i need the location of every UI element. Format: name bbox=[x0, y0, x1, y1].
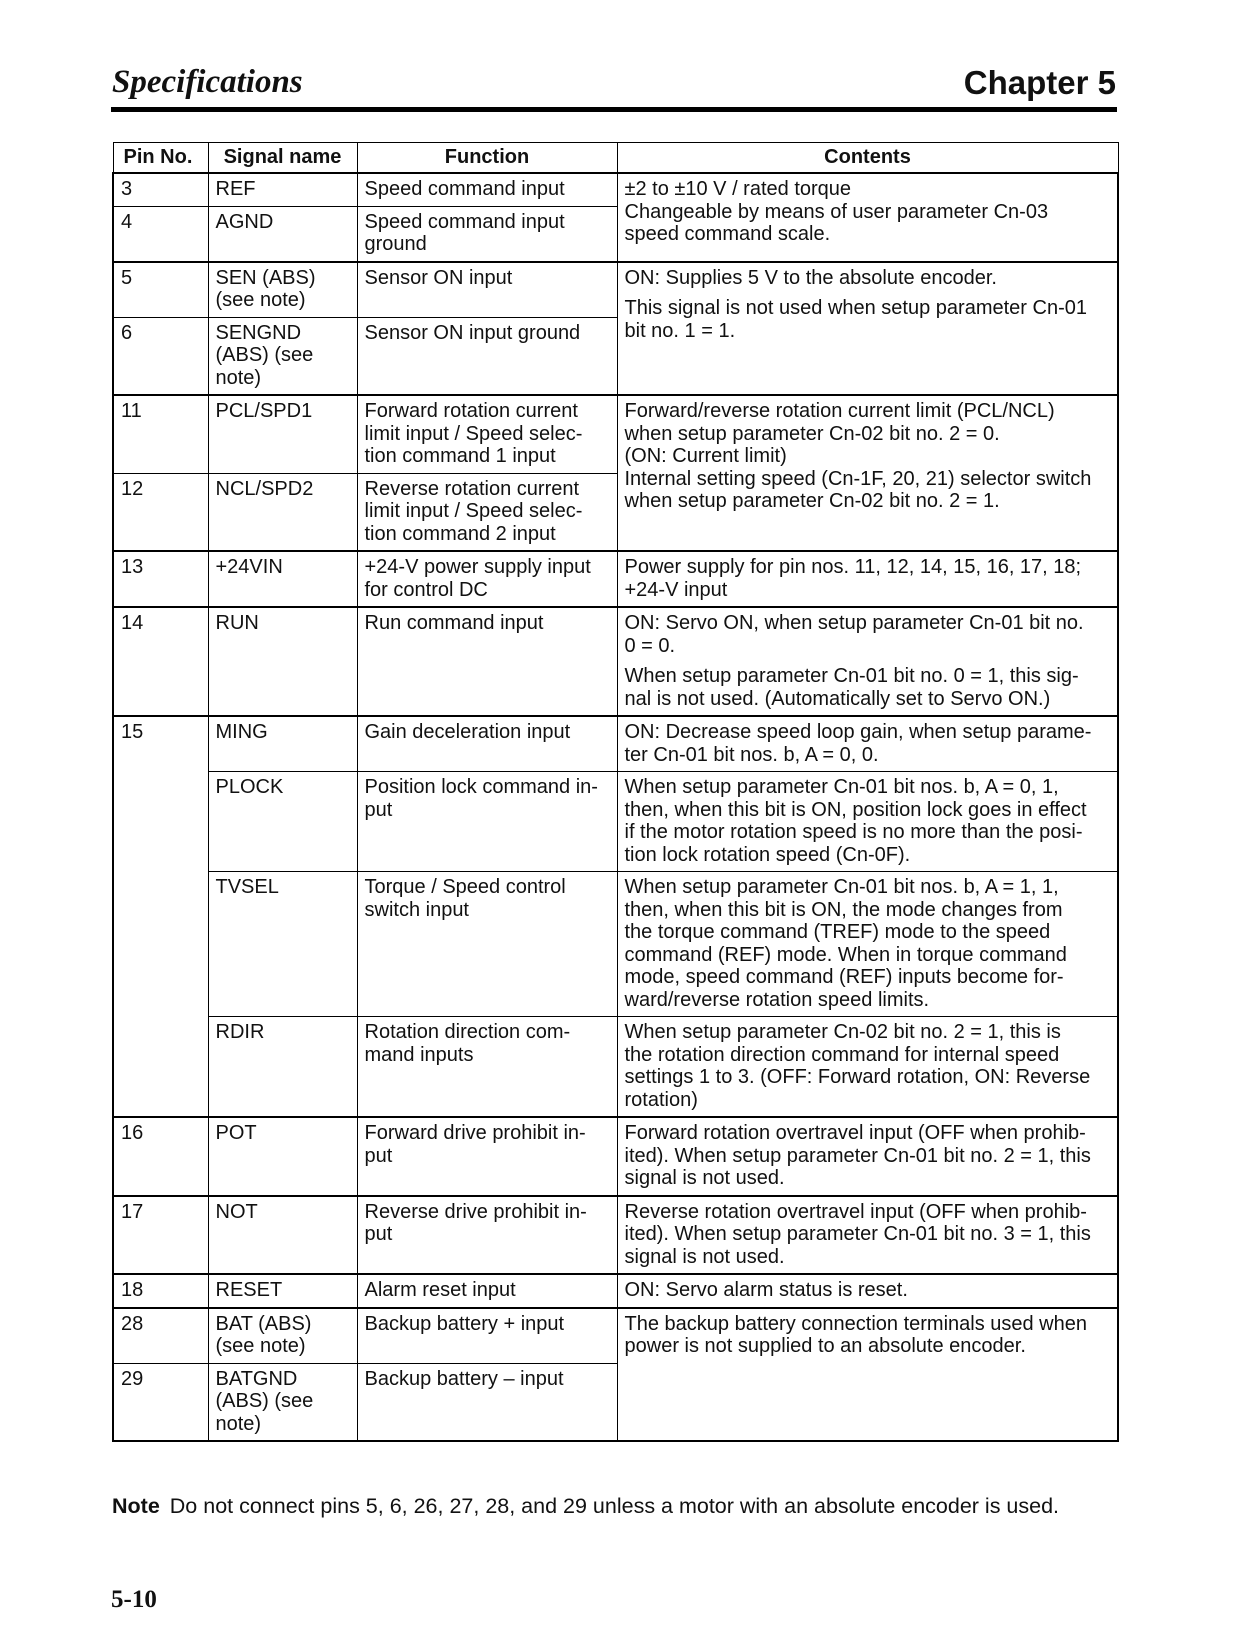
pin-cell bbox=[113, 1308, 208, 1364]
signal-line: note) bbox=[215, 1412, 262, 1435]
contents-cell bbox=[617, 1196, 1118, 1275]
pin-cell bbox=[113, 173, 208, 206]
pin-cell bbox=[113, 1274, 208, 1308]
function-line: tion command 1 input bbox=[364, 445, 556, 467]
pin-cell bbox=[113, 1196, 208, 1275]
contents-line: tion lock rotation speed (Cn-0F). bbox=[624, 843, 911, 866]
contents-line: Forward/reverse rotation current limit (PCL/NCL) bbox=[624, 400, 1055, 422]
contents-line: signal is not used. bbox=[624, 1245, 785, 1268]
contents-line: ON: Servo alarm status is reset. bbox=[624, 1279, 908, 1301]
pin-group-pot bbox=[113, 1117, 1118, 1196]
pin-number: 3 bbox=[121, 178, 133, 200]
note-text: Do not connect pins 5, 6, 26, 27, 28, and 29 unless a motor with an absolute encoder is used. bbox=[169, 1494, 1060, 1518]
contents-line: Reverse rotation overtravel input (OFF when prohib- bbox=[624, 1200, 1087, 1223]
function-line: Gain deceleration input bbox=[364, 721, 571, 743]
pin-group-reset bbox=[113, 1274, 1118, 1308]
table-row bbox=[113, 1117, 1118, 1196]
pin-number: 13 bbox=[121, 556, 144, 578]
signal-line: SEN (ABS) bbox=[215, 266, 316, 289]
contents-line: when setup parameter Cn-02 bit no. 2 = 1. bbox=[624, 490, 1000, 512]
function-line: Sensor ON input bbox=[364, 266, 513, 289]
contents-cell bbox=[617, 716, 1118, 772]
contents-line: command (REF) mode. When in torque command bbox=[624, 943, 1067, 966]
signal-line: note) bbox=[215, 366, 262, 389]
contents-line: When setup parameter Cn-01 bit no. 0 = 1, this sig- bbox=[624, 665, 1079, 687]
signal-line: +24VIN bbox=[215, 556, 283, 578]
contents-line: then, when this bit is ON, position lock goes in effect bbox=[624, 798, 1087, 821]
table-row bbox=[113, 395, 1118, 473]
contents-line: 0 = 0. bbox=[624, 634, 676, 657]
contents-line: ward/reverse rotation speed limits. bbox=[624, 988, 930, 1011]
pin-cell bbox=[113, 473, 208, 551]
pin-group-not bbox=[113, 1196, 1118, 1275]
function-line: Rotation direction com- bbox=[364, 1021, 571, 1043]
pin-cell bbox=[113, 1117, 208, 1196]
note-label: Note bbox=[112, 1494, 160, 1518]
function-line: Reverse drive prohibit in- bbox=[364, 1200, 587, 1223]
pin-group-ref bbox=[113, 173, 1118, 262]
pin-number: 11 bbox=[121, 400, 142, 422]
contents-line: ited). When setup parameter Cn-01 bit no. 3 = 1, this bbox=[624, 1223, 1091, 1245]
pin-cell bbox=[113, 551, 208, 607]
contents-line: power is not supplied to an absolute encoder. bbox=[624, 1335, 1026, 1357]
function-cell bbox=[357, 1117, 617, 1196]
pin-specification-table bbox=[112, 142, 1119, 1442]
function-line: Forward rotation current bbox=[364, 400, 578, 422]
column-header-signal: Signal name bbox=[208, 143, 357, 174]
function-line: Alarm reset input bbox=[364, 1279, 516, 1301]
contents-line: settings 1 to 3. (OFF: Forward rotation, ON: Reverse bbox=[624, 1066, 1091, 1088]
contents-line: When setup parameter Cn-02 bit no. 2 = 1, this is bbox=[624, 1021, 1061, 1043]
function-cell bbox=[357, 607, 617, 716]
contents-line: if the motor rotation speed is no more than the posi- bbox=[624, 821, 1083, 843]
pin-number: 4 bbox=[121, 210, 133, 233]
function-cell bbox=[357, 1196, 617, 1275]
function-cell bbox=[357, 173, 617, 206]
pin-number: 5 bbox=[121, 266, 133, 289]
column-header-pin: Pin No. bbox=[113, 143, 208, 174]
pin-group-bat bbox=[113, 1308, 1118, 1442]
signal-line: RESET bbox=[215, 1279, 283, 1301]
contents-line: the torque command (TREF) mode to the speed bbox=[624, 921, 1051, 943]
signal-line: NCL/SPD2 bbox=[215, 477, 314, 500]
signal-line: POT bbox=[215, 1122, 257, 1144]
contents-line: signal is not used. bbox=[624, 1167, 785, 1189]
function-line: mand inputs bbox=[364, 1043, 474, 1066]
contents-line: nal is not used. (Automatically set to Servo ON.) bbox=[624, 687, 1051, 710]
signal-cell bbox=[208, 317, 357, 395]
table-row bbox=[113, 551, 1118, 607]
contents-line: This signal is not used when setup parameter Cn-01 bbox=[624, 297, 1087, 319]
function-line: Sensor ON input ground bbox=[364, 321, 581, 344]
pin-number: 6 bbox=[121, 321, 133, 344]
table-row bbox=[113, 607, 1118, 716]
function-cell bbox=[357, 317, 617, 395]
signal-cell bbox=[208, 262, 357, 318]
function-line: switch input bbox=[364, 898, 469, 921]
header-rule bbox=[111, 107, 1117, 112]
contents-line: Internal setting speed (Cn-1F, 20, 21) selector switch bbox=[624, 467, 1092, 490]
table-row bbox=[113, 1196, 1118, 1275]
contents-line: Forward rotation overtravel input (OFF when prohib- bbox=[624, 1122, 1086, 1144]
contents-cell bbox=[617, 1117, 1118, 1196]
signal-line: (see note) bbox=[215, 1335, 306, 1357]
pin-number: 14 bbox=[121, 612, 144, 634]
contents-cell bbox=[617, 1274, 1118, 1308]
signal-line: AGND bbox=[215, 210, 274, 233]
signal-cell bbox=[208, 473, 357, 551]
contents-cell bbox=[617, 262, 1118, 396]
contents-cell bbox=[617, 395, 1118, 551]
function-line: Speed command input bbox=[364, 210, 565, 233]
contents-line: ter Cn-01 bit nos. b, A = 0, 0. bbox=[624, 743, 879, 766]
contents-line: ON: Servo ON, when setup parameter Cn-01 bit no. bbox=[624, 612, 1084, 634]
pin-number: 29 bbox=[121, 1367, 144, 1390]
pin-number: 17 bbox=[121, 1200, 144, 1223]
chapter-title: Chapter 5 bbox=[963, 64, 1116, 101]
pin-group-15 bbox=[113, 716, 1118, 1117]
signal-cell bbox=[208, 1274, 357, 1308]
table-row bbox=[113, 173, 1118, 206]
contents-line: ON: Decrease speed loop gain, when setup parame- bbox=[624, 721, 1092, 743]
function-line: Run command input bbox=[364, 612, 544, 634]
function-line: Position lock command in- bbox=[364, 776, 598, 798]
signal-line: PLOCK bbox=[215, 776, 284, 798]
signal-line: PCL/SPD1 bbox=[215, 400, 313, 422]
function-cell bbox=[357, 872, 617, 1017]
signal-cell bbox=[208, 1117, 357, 1196]
signal-line: BAT (ABS) bbox=[215, 1312, 312, 1335]
function-line: put bbox=[364, 798, 393, 821]
table-row bbox=[113, 872, 1118, 1017]
pin-cell bbox=[113, 262, 208, 318]
pin-number: 16 bbox=[121, 1122, 144, 1144]
function-line: Backup battery + input bbox=[364, 1312, 565, 1335]
table-header-row bbox=[113, 143, 1118, 174]
contents-line: bit no. 1 = 1. bbox=[624, 319, 736, 342]
contents-line: +24-V input bbox=[624, 578, 728, 601]
signal-cell bbox=[208, 772, 357, 872]
function-cell bbox=[357, 551, 617, 607]
function-cell bbox=[357, 395, 617, 473]
section-title: Specifications bbox=[112, 64, 303, 100]
pin-group-run bbox=[113, 607, 1118, 716]
contents-line: rotation) bbox=[624, 1088, 698, 1111]
function-line: Forward drive prohibit in- bbox=[364, 1122, 586, 1144]
signal-line: (see note) bbox=[215, 289, 306, 311]
contents-line: speed command scale. bbox=[624, 223, 831, 245]
function-cell bbox=[357, 1308, 617, 1364]
pin-cell bbox=[113, 716, 208, 1117]
contents-cell bbox=[617, 1017, 1118, 1118]
pin-group-sen bbox=[113, 262, 1118, 396]
pin-cell bbox=[113, 206, 208, 262]
contents-line: the rotation direction command for internal speed bbox=[624, 1043, 1060, 1066]
function-cell bbox=[357, 1274, 617, 1308]
footnote bbox=[112, 1494, 1059, 1519]
function-line: limit input / Speed selec- bbox=[364, 500, 583, 522]
signal-cell bbox=[208, 716, 357, 772]
table-row bbox=[113, 1308, 1118, 1364]
contents-cell bbox=[617, 1308, 1118, 1442]
function-cell bbox=[357, 262, 617, 318]
contents-line: Power supply for pin nos. 11, 12, 14, 15, 16, 17, 18; bbox=[624, 556, 1082, 578]
signal-line: (ABS) (see bbox=[215, 344, 314, 366]
contents-line: when setup parameter Cn-02 bit no. 2 = 0. bbox=[624, 422, 1000, 445]
function-line: Speed command input bbox=[364, 178, 565, 200]
column-header-contents: Contents bbox=[617, 143, 1118, 174]
contents-line: When setup parameter Cn-01 bit nos. b, A = 1, 1, bbox=[624, 876, 1059, 898]
pin-cell bbox=[113, 1363, 208, 1441]
contents-cell bbox=[617, 772, 1118, 872]
table-row bbox=[113, 772, 1118, 872]
signal-line: (ABS) (see bbox=[215, 1390, 314, 1412]
signal-cell bbox=[208, 1196, 357, 1275]
column-header-function: Function bbox=[357, 143, 617, 174]
signal-line: RDIR bbox=[215, 1021, 265, 1043]
function-cell bbox=[357, 473, 617, 551]
contents-cell bbox=[617, 551, 1118, 607]
signal-cell bbox=[208, 206, 357, 262]
function-line: ground bbox=[364, 233, 427, 255]
signal-line: SENGND bbox=[215, 321, 302, 344]
contents-line: Changeable by means of user parameter Cn-03 bbox=[624, 200, 1049, 223]
signal-line: BATGND bbox=[215, 1367, 298, 1390]
pin-number: 28 bbox=[121, 1312, 144, 1335]
signal-cell bbox=[208, 395, 357, 473]
function-cell bbox=[357, 1017, 617, 1118]
contents-line: ited). When setup parameter Cn-01 bit no. 2 = 1, this bbox=[624, 1144, 1091, 1167]
signal-line: MING bbox=[215, 721, 268, 743]
function-line: limit input / Speed selec- bbox=[364, 422, 583, 445]
signal-line: NOT bbox=[215, 1200, 258, 1223]
function-line: for control DC bbox=[364, 578, 488, 601]
contents-line: When setup parameter Cn-01 bit nos. b, A = 0, 1, bbox=[624, 776, 1059, 798]
contents-cell bbox=[617, 872, 1118, 1017]
table-row bbox=[113, 1017, 1118, 1118]
function-cell bbox=[357, 1363, 617, 1441]
contents-line: ON: Supplies 5 V to the absolute encoder. bbox=[624, 266, 997, 289]
function-line: Torque / Speed control bbox=[364, 876, 566, 898]
signal-line: TVSEL bbox=[215, 876, 279, 898]
contents-line: then, when this bit is ON, the mode changes from bbox=[624, 898, 1063, 921]
pin-cell bbox=[113, 317, 208, 395]
function-line: put bbox=[364, 1144, 393, 1167]
table-row bbox=[113, 716, 1118, 772]
contents-cell bbox=[617, 173, 1118, 262]
pin-group-pcl-ncl bbox=[113, 395, 1118, 551]
signal-cell bbox=[208, 1363, 357, 1441]
function-line: Reverse rotation current bbox=[364, 477, 580, 500]
contents-line: (ON: Current limit) bbox=[624, 445, 787, 467]
signal-cell bbox=[208, 872, 357, 1017]
function-line: tion command 2 input bbox=[364, 522, 556, 545]
contents-line: The backup battery connection terminals used when bbox=[624, 1312, 1087, 1335]
pin-number: 15 bbox=[121, 721, 144, 743]
contents-cell bbox=[617, 607, 1118, 716]
pin-number: 18 bbox=[121, 1279, 144, 1301]
signal-line: RUN bbox=[215, 612, 259, 634]
signal-cell bbox=[208, 607, 357, 716]
signal-cell bbox=[208, 173, 357, 206]
function-cell bbox=[357, 206, 617, 262]
signal-cell bbox=[208, 1017, 357, 1118]
function-line: put bbox=[364, 1223, 393, 1245]
pin-group-24vin bbox=[113, 551, 1118, 607]
function-cell bbox=[357, 772, 617, 872]
function-line: Backup battery – input bbox=[364, 1367, 564, 1390]
signal-cell bbox=[208, 551, 357, 607]
contents-line: mode, speed command (REF) inputs become for- bbox=[624, 966, 1064, 988]
contents-line: ±2 to ±10 V / rated torque bbox=[624, 178, 852, 200]
table-row bbox=[113, 1274, 1118, 1308]
pin-cell bbox=[113, 395, 208, 473]
signal-cell bbox=[208, 1308, 357, 1364]
function-cell bbox=[357, 716, 617, 772]
table-row bbox=[113, 262, 1118, 318]
pin-cell bbox=[113, 607, 208, 716]
page-number: 5-10 bbox=[111, 1586, 157, 1613]
function-line: +24-V power supply input bbox=[364, 556, 591, 578]
pin-number: 12 bbox=[121, 477, 144, 500]
signal-line: REF bbox=[215, 178, 256, 200]
